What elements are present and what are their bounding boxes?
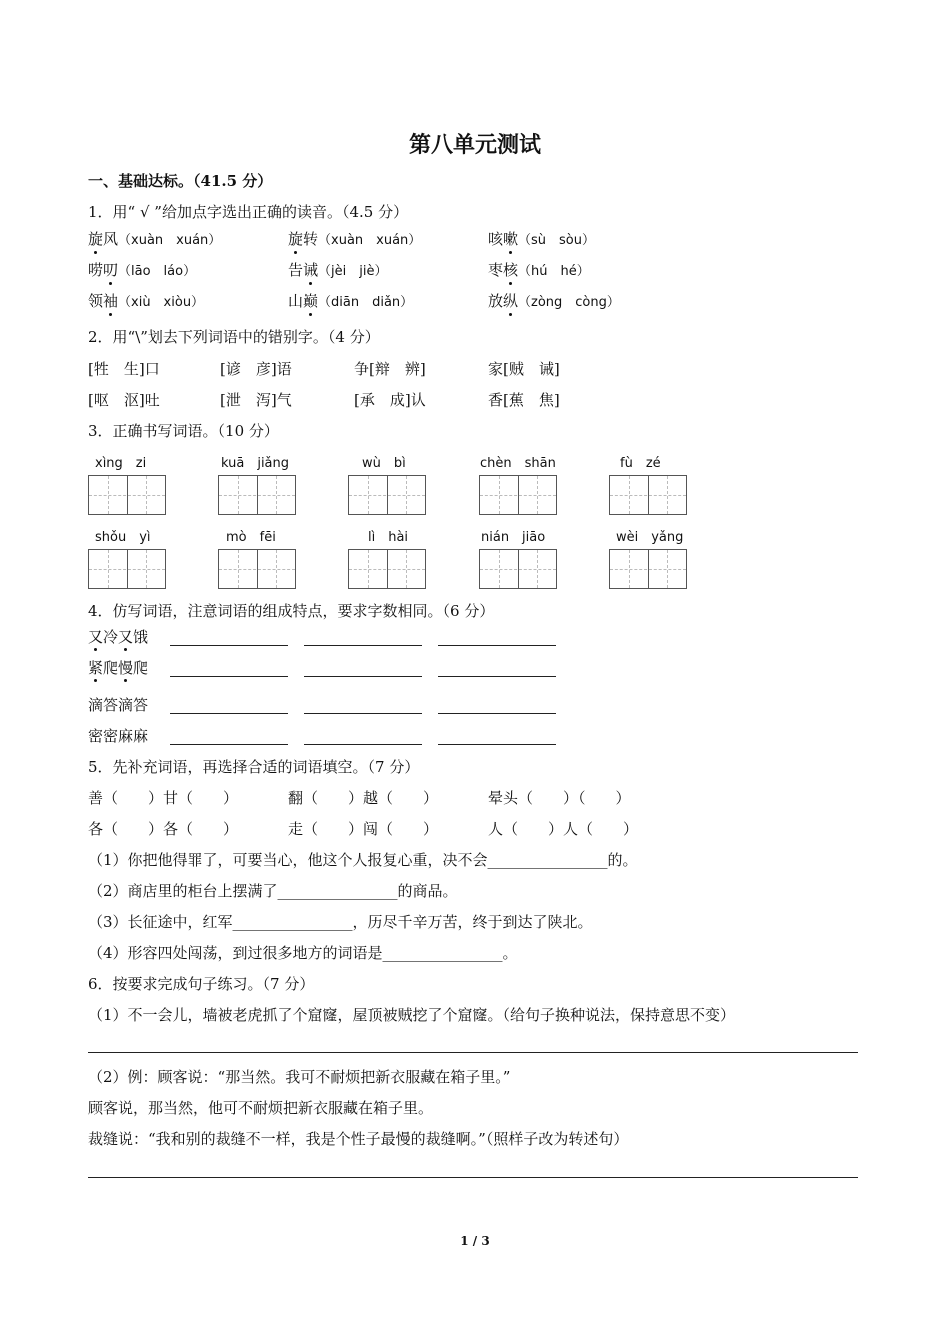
pinyin-label: wèi yǎng — [616, 530, 684, 545]
pinyin-label: chèn shān — [480, 456, 556, 471]
q4-example: 紧爬慢爬 — [88, 659, 149, 677]
q1-item: 领袖（xiù xiòu） — [88, 292, 205, 310]
q2-item: 争[辩 辨] — [354, 360, 426, 378]
answer-line[interactable] — [170, 744, 288, 745]
writing-grid[interactable] — [609, 475, 687, 515]
emphasis-dot — [109, 313, 112, 316]
q3-heading: 3．正确书写词语。（10 分） — [88, 422, 279, 440]
q5-sentence: （2）商店里的柜台上摆满了________________的商品。 — [88, 882, 458, 900]
writing-grid[interactable] — [348, 475, 426, 515]
q6-example-answer: 顾客说，那当然，他可不耐烦把新衣服藏在箱子里。 — [88, 1099, 434, 1117]
q2-item: [承 成]认 — [354, 391, 426, 409]
q4-example: 又冷又饿 — [88, 628, 149, 646]
q1-item: 唠叨（lāo láo） — [88, 261, 197, 279]
q5-idiom: 翻（ ）越（ ） — [288, 789, 439, 807]
q6-example: （2）例：顾客说：“那当然。我可不耐烦把新衣服藏在箱子里。” — [88, 1068, 511, 1086]
q5-sentence: （1）你把他得罪了，可要当心，他这个人报复心重，决不会________________的。 — [88, 851, 638, 869]
q5-sentence: （4）形容四处闯荡，到过很多地方的词语是________________。 — [88, 944, 518, 962]
section-heading-basics: 一、基础达标。（41.5 分） — [88, 172, 273, 190]
q1-item: 旋风（xuàn xuán） — [88, 230, 222, 248]
q1-item: 枣核（hú hé） — [488, 261, 590, 279]
answer-line[interactable] — [88, 1052, 858, 1053]
writing-grid[interactable] — [479, 475, 557, 515]
q1-item: 放纵（zòng còng） — [488, 292, 620, 310]
answer-line[interactable] — [304, 713, 422, 714]
q6-sentence: （1）不一会儿，墙被老虎抓了个窟窿，屋顶被贼挖了个窟窿。（给句子换种说法，保持意思不变） — [88, 1006, 736, 1024]
page-title: 第八单元测试 — [408, 132, 541, 158]
answer-line[interactable] — [438, 676, 556, 677]
q1-item: 山巅（diān diǎn） — [288, 292, 414, 310]
q2-item: 家[贼 诫] — [488, 360, 560, 378]
pinyin-label: wù bì — [362, 456, 406, 471]
q5-idiom: 善（ ）甘（ ） — [88, 789, 239, 807]
q1-heading: 1．用“ √ ”给加点字选出正确的读音。（4.5 分） — [88, 203, 409, 221]
pinyin-label: xìng zi — [95, 456, 147, 471]
pinyin-label: nián jiāo — [481, 530, 546, 545]
q5-sentence: （3）长征途中，红军________________，历尽千辛万苦，终于到达了陕北。 — [88, 913, 593, 931]
pinyin-label: mò fēi — [226, 530, 276, 545]
page-number: 1 / 3 — [460, 1234, 490, 1248]
emphasis-dot — [94, 251, 97, 254]
answer-line[interactable] — [170, 645, 288, 646]
pinyin-label: lì hài — [368, 530, 409, 545]
q5-idiom: 走（ ）闯（ ） — [288, 820, 439, 838]
q4-heading: 4．仿写词语，注意词语的组成特点，要求字数相同。（6 分） — [88, 602, 495, 620]
q5-idiom: 人（ ）人（ ） — [488, 820, 639, 838]
q1-item: 旋转（xuàn xuán） — [288, 230, 422, 248]
emphasis-dot — [109, 282, 112, 285]
emphasis-dot — [309, 282, 312, 285]
answer-line[interactable] — [304, 676, 422, 677]
writing-grid[interactable] — [218, 549, 296, 589]
emphasis-dot — [124, 679, 127, 682]
writing-grid[interactable] — [348, 549, 426, 589]
emphasis-dot — [509, 251, 512, 254]
pinyin-label: shǒu yì — [95, 530, 151, 545]
q4-example: 滴答滴答 — [88, 696, 149, 714]
q1-item: 告诫（jèi jiè） — [288, 261, 388, 279]
q2-item: 香[蕉 焦] — [488, 391, 560, 409]
q2-item: [泄 泻]气 — [220, 391, 292, 409]
pinyin-label: fù zé — [620, 456, 661, 471]
answer-line[interactable] — [170, 713, 288, 714]
answer-line[interactable] — [304, 645, 422, 646]
emphasis-dot — [94, 648, 97, 651]
answer-line[interactable] — [170, 676, 288, 677]
emphasis-dot — [509, 313, 512, 316]
emphasis-dot — [294, 251, 297, 254]
pinyin-label: kuā jiǎng — [221, 456, 290, 471]
q6-sentence: 裁缝说：“我和别的裁缝不一样，我是个性子最慢的裁缝啊。”（照样子改为转述句） — [88, 1130, 629, 1148]
q2-item: [呕 沤]吐 — [88, 391, 160, 409]
q5-heading: 5．先补充词语，再选择合适的词语填空。（7 分） — [88, 758, 420, 776]
writing-grid[interactable] — [609, 549, 687, 589]
emphasis-dot — [94, 679, 97, 682]
writing-grid[interactable] — [88, 549, 166, 589]
q1-item: 咳嗽（sù sòu） — [488, 230, 595, 248]
q2-item: [谚 彦]语 — [220, 360, 292, 378]
emphasis-dot — [309, 313, 312, 316]
emphasis-dot — [509, 282, 512, 285]
answer-line[interactable] — [438, 645, 556, 646]
answer-line[interactable] — [88, 1177, 858, 1178]
q6-heading: 6．按要求完成句子练习。（7 分） — [88, 975, 315, 993]
q2-item: [牲 生]口 — [88, 360, 160, 378]
writing-grid[interactable] — [479, 549, 557, 589]
emphasis-dot — [124, 648, 127, 651]
writing-grid[interactable] — [88, 475, 166, 515]
q5-idiom: 晕头（ ）（ ） — [488, 789, 631, 807]
q5-idiom: 各（ ）各（ ） — [88, 820, 239, 838]
q2-heading: 2．用“\”划去下列词语中的错别字。（4 分） — [88, 328, 380, 346]
answer-line[interactable] — [438, 713, 556, 714]
answer-line[interactable] — [438, 744, 556, 745]
q4-example: 密密麻麻 — [88, 727, 149, 745]
answer-line[interactable] — [304, 744, 422, 745]
writing-grid[interactable] — [218, 475, 296, 515]
